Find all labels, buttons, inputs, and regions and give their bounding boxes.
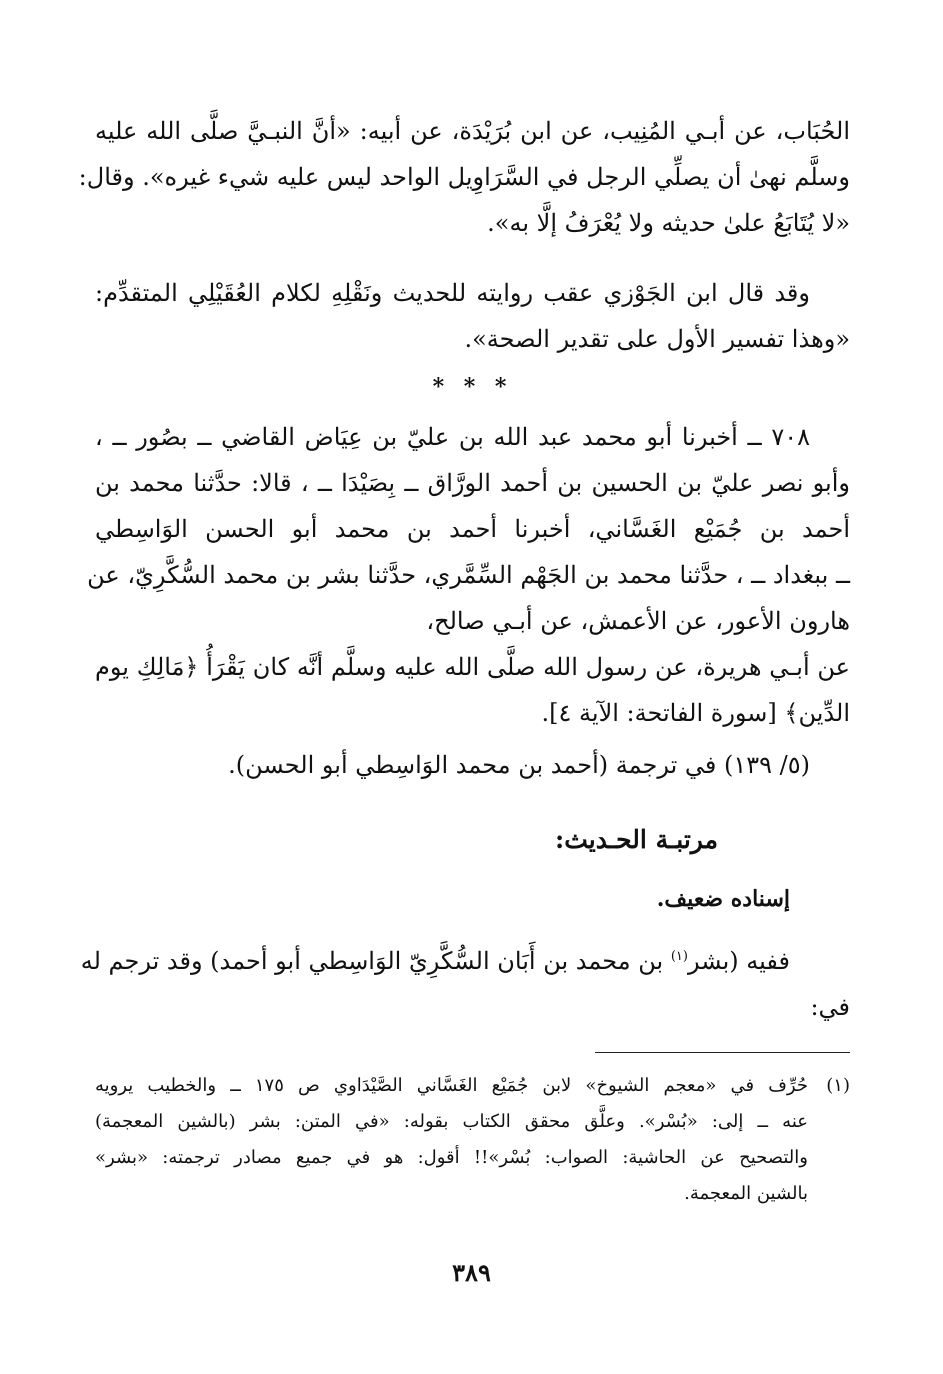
footnote-marker: (١) [670,949,688,964]
text-line: أحمد بن جُمَيْع الغَسَّاني، أخبرنا أحمد بن محمد أبو الحسن الوَاسِطي [95,515,850,543]
text-line: في: [810,993,850,1021]
footnote [95,1068,850,1212]
section-heading: مرتبـة الحـديث: [554,825,718,854]
text-line: وسلَّم نهىٰ أن يصلِّي الرجل في السَّرَاوِيل الواحد ليس عليه شيء غيره». وقال: [78,163,850,191]
text-segment: ففيه (بشر [687,947,790,975]
paragraph-2 [95,270,850,362]
page-body [78,108,850,788]
section-separator: * * * [432,374,513,400]
footnote-number: (١) [826,1075,850,1096]
footnote-divider [595,1052,850,1053]
text-line: ــ ببغداد ــ ، حدَّثنا محمد بن الجَهْم السِّمَّري، حدَّثنا بشر بن محمد السُّكَّرِيّ، عن [87,561,850,589]
text-line [80,934,850,984]
isnad-grade: إسناده ضعيف. [656,886,790,912]
paragraph-1 [78,108,850,246]
text-line: عن أبـي هريرة، عن رسول الله صلَّى الله عليه وسلَّم أنَّه كان يَقْرَأُ ﴿مَالِكِ يوم [95,653,850,681]
text-line: «لا يُتَابَعُ علىٰ حديثه ولا يُعْرَفُ إلَّا به». [487,209,850,237]
cross-reference: (٥/ ١٣٩) في ترجمة (أحمد بن محمد الوَاسِطي أبو الحسن). [228,751,810,779]
footnote-line: والتصحيح عن الحاشية: الصواب: بُسْر»!! أقول: هو في جميع مصادر ترجمته: «بشر» [95,1147,808,1168]
text-line: الحُبَاب، عن أبـي المُنِيب، عن ابن بُرَيْدَة، عن أبيه: «أنَّ النبـيَّ صلَّى الله عليه [95,117,850,145]
text-line: وأبو نصر عليّ بن الحسين بن أحمد الورَّاق ــ بِصَيْدَا ــ ، قالا: حدَّثنا محمد بن [95,469,850,497]
page-number: ٣٨٩ [452,1258,491,1287]
text-line: وقد قال ابن الجَوْزي عقب روايته للحديث ونَقْلِهِ لكلام العُقَيْلِي المتقدِّم: [95,279,810,307]
text-line: «وهذا تفسير الأول على تقدير الصحة». [464,325,850,353]
text-segment: بن محمد بن أَبَان السُّكَّرِيّ الوَاسِطي أبو أحمد) وقد ترجم له [80,947,671,975]
hadith-matn [95,644,850,736]
footnote-line: عنه ــ إلى: «بُسْر». وعلَّق محقق الكتاب بقوله: «في المتن: بشر (بالشين المعجمة) [95,1111,808,1132]
footnote-line [95,1068,850,1104]
text-line: الدِّين﴾ [سورة الفاتحة: الآية ٤]. [541,699,850,727]
footnote-text: حُرِّف في «معجم الشيوخ» لابن جُمَيْع الغَسَّاني الصَّيْدَاوي ص ١٧٥ ــ والخطيب يرويه [95,1075,808,1096]
hadith-708 [87,414,850,644]
footnote-line: بالشين المعجمة. [684,1183,808,1204]
final-paragraph [80,934,850,1030]
text-line: هارون الأعور، عن الأعمش، عن أبـي صالح، [426,607,850,635]
text-line: ٧٠٨ ــ أخبرنا أبو محمد عبد الله بن عليّ بن عِيَاض القاضي ــ بصُور ــ ، [95,423,810,451]
